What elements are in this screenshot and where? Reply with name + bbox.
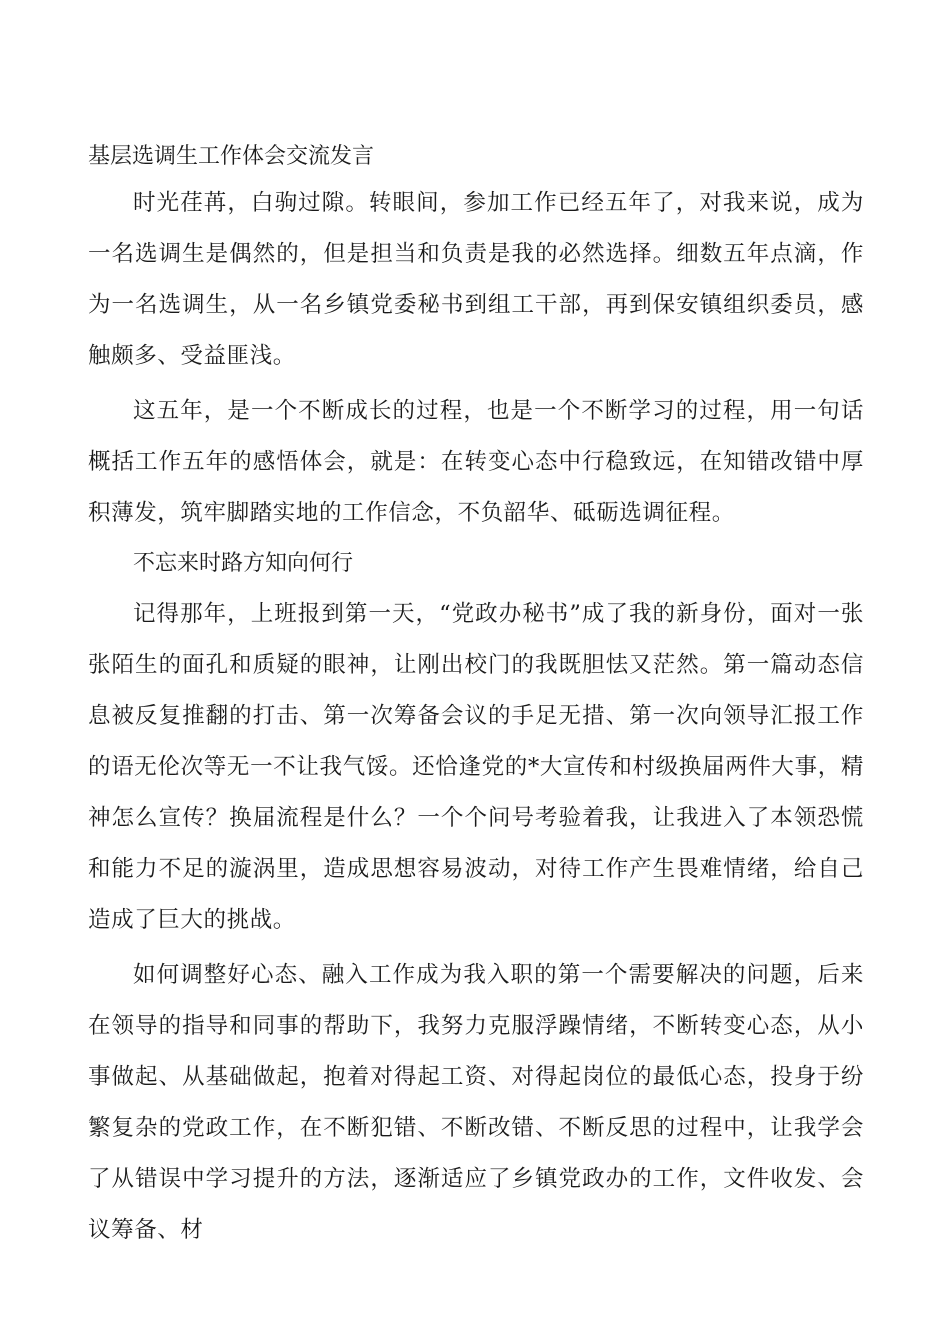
paragraph-adjustment: 如何调整好心态、融入工作成为我入职的第一个需要解决的问题，后来在领导的指导和同事的帮助下，我努力克服浮躁情绪，不断转变心态，从小事做起、从基础做起，抱着对得起工资、对得起岗位的最低心态，投身于纷繁复杂的党政工作，在不断犯错、不断改错、不断反思的过程中，让我学会了从错误中学习提升的方法，逐渐适应了乡镇党政办的工作，文件收发、会议筹备、材 bbox=[88, 962, 864, 1243]
section-heading: 不忘来时路方知向何行 bbox=[133, 551, 354, 576]
paragraph-first-day: 记得那年，上班报到第一天，“党政办秘书”成了我的新身份，面对一张张陌生的面孔和质疑的眼神，让刚出校门的我既胆怯又茫然。第一篇动态信息被反复推翻的打击、第一次筹备会议的手足无措、第一次向领导汇报工作的语无伦次等无一不让我气馁。还恰逢党的*大宣传和村级换届两件大事，精神怎么宣传？换届流程是什么？一个个问号考验着我，让我进入了本领恐慌和能力不足的漩涡里，造成思想容易波动，对待工作产生畏难情绪，给自己造成了巨大的挑战。 bbox=[88, 601, 864, 933]
paragraph-intro: 时光荏苒，白驹过隙。转眼间，参加工作已经五年了，对我来说，成为一名选调生是偶然的，但是担当和负责是我的必然选择。细数五年点滴，作为一名选调生，从一名乡镇党委秘书到组工干部，再到保安镇组织委员，感触颇多、受益匪浅。 bbox=[88, 190, 864, 369]
document-page bbox=[88, 138, 864, 1260]
document-title: 基层选调生工作体会交流发言 bbox=[88, 144, 375, 169]
paragraph-summary: 这五年，是一个不断成长的过程，也是一个不断学习的过程，用一句话概括工作五年的感悟体会，就是：在转变心态中行稳致远，在知错改错中厚积薄发，筑牢脚踏实地的工作信念，不负韶华、砥砺选调征程。 bbox=[88, 398, 864, 526]
